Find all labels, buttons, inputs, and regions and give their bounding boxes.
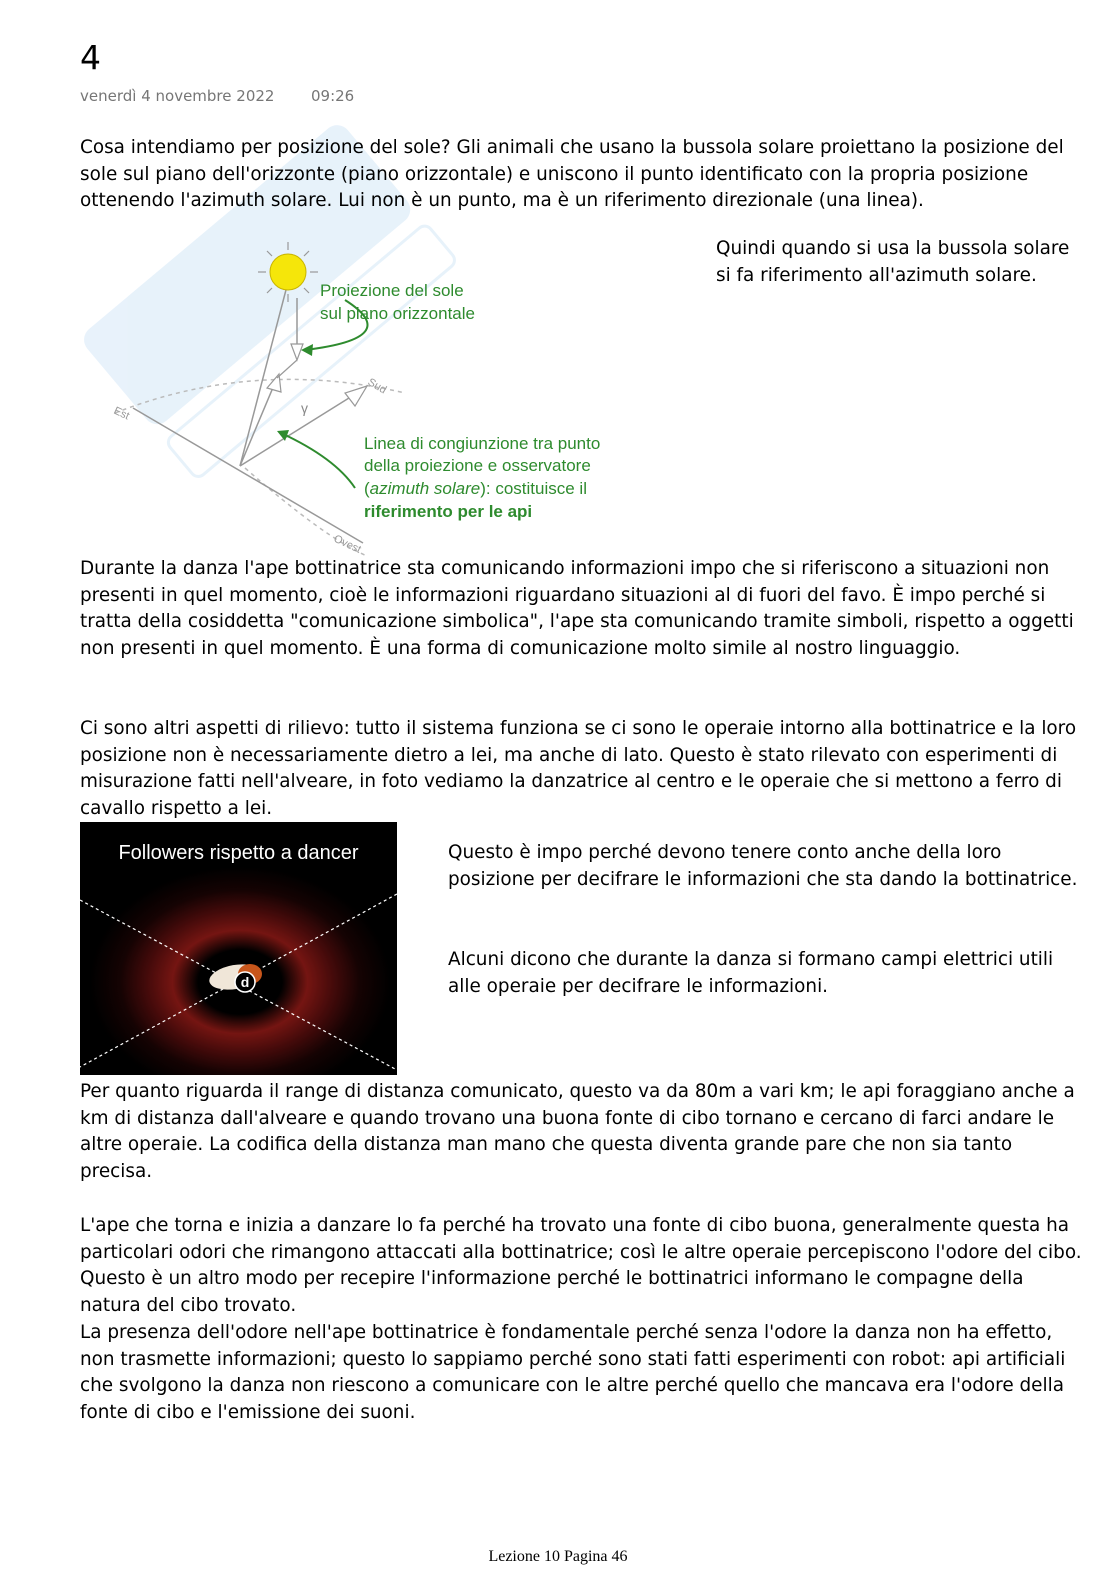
page-title: 4: [80, 38, 101, 77]
paragraph-symbolic-communication: Durante la danza l'ape bottinatrice sta comunicando informazioni impo che si riferiscono a situazioni non presenti in quel momento, cioè le informazioni riguardano situazioni al di fuori del favo. È impo perché si tratta della cosiddetta "comunicazione simbolica", l'ape sta comunicando tramite simboli, rispetto a oggetti non presenti in quel momento. È una forma di comunicazione molto simile al nostro linguaggio.: [80, 558, 1074, 659]
label-linea-4: riferimento per le api: [364, 502, 533, 521]
label-proiezione-2: sul piano orizzontale: [320, 304, 475, 323]
azimuth-arrow: [281, 433, 355, 488]
label-ovest: Ovest: [331, 532, 363, 556]
label-linea-1: Linea di congiunzione tra punto: [364, 434, 601, 453]
paragraph-robot-experiments: La presenza dell'odore nell'ape bottinatrice è fondamentale perché senza l'odore la danza non ha effetto, non trasmette informazioni; questo lo sappiamo perché sono stati fatti esperimenti con robot: api artificiali che svolgono la danza non riescono a comunicare con le altre perché quello che mancava era l'odore della fonte di cibo e l'emissione dei suoni.: [80, 1322, 1066, 1423]
paragraph-followers: Ci sono altri aspetti di rilievo: tutto il sistema funziona se ci sono le operaie intorno alla bottinatrice e la loro posizione non è necessariamente dietro a lei, ma anche di lato. Questo è stato rilevato con esperimenti di misurazione fatti nell'alveare, in foto vediamo la danzatrice al centro e le operaie che si mettono a ferro di cavallo rispetto a lei.: [80, 718, 1077, 819]
label-sud: Sud: [365, 376, 389, 397]
side-note-azimuth: Quindi quando si usa la bussola solare si fa riferimento all'azimuth solare.: [716, 238, 1070, 286]
label-angle: γ: [301, 400, 308, 416]
paragraph-distance-range: Per quanto riguarda il range di distanza comunicato, questo va da 80m a vari km; le api foraggiano anche a km di distanza dall'alveare e quando trovano una buona fonte di cibo tornano e cercano di farci andare le altre operaie. La codifica della distanza man mano che questa diventa grande pare che non sia tanto precisa.: [80, 1081, 1075, 1182]
azimuth-line: [240, 378, 277, 466]
label-est: Est: [111, 404, 132, 423]
side-note-electric-fields: Alcuni dicono che durante la danza si formano campi elettrici utili alle operaie per decifrare le informazioni.: [448, 949, 1054, 997]
axis-est-ovest: [133, 408, 363, 543]
sun-icon: [258, 242, 318, 302]
label-proiezione-1: Proiezione del sole: [320, 281, 464, 300]
photo-caption: Followers rispetto a dancer: [118, 842, 359, 864]
page-date: venerdì 4 novembre 2022: [80, 87, 275, 105]
sun-compass-diagram: [105, 238, 645, 556]
followers-photo: [80, 822, 397, 1075]
label-linea-3: (azimuth solare): costituisce il: [364, 479, 587, 498]
page-footer: Lezione 10 Pagina 46: [488, 1548, 628, 1565]
side-note-position: Questo è impo perché devono tenere conto anche della loro posizione per decifrare le informazioni che sta dando la bottinatrice.: [448, 842, 1078, 890]
paragraph-food-odor: L'ape che torna e inizia a danzare lo fa perché ha trovato una fonte di cibo buona, generalmente questa ha particolari odori che rimangono attaccati alla bottinatrice; così le altre operaie percepiscono l'odore del cibo. Questo è un altro modo per recepire l'informazione perché le bottinatrici informano le compagne della natura del cibo trovato.: [80, 1215, 1082, 1316]
label-linea-2: della proiezione e osservatore: [364, 456, 591, 475]
dancer-marker: d: [240, 974, 250, 990]
page-time: 09:26: [311, 87, 355, 105]
paragraph-sun-position: Cosa intendiamo per posizione del sole? Gli animali che usano la bussola solare proiettano la posizione del sole sul piano dell'orizzonte (piano orizzontale) e uniscono il punto identificato con la propria posizione ottenendo l'azimuth solare. Lui non è un punto, ma è un riferimento direzionale (una linea).: [80, 137, 1064, 212]
